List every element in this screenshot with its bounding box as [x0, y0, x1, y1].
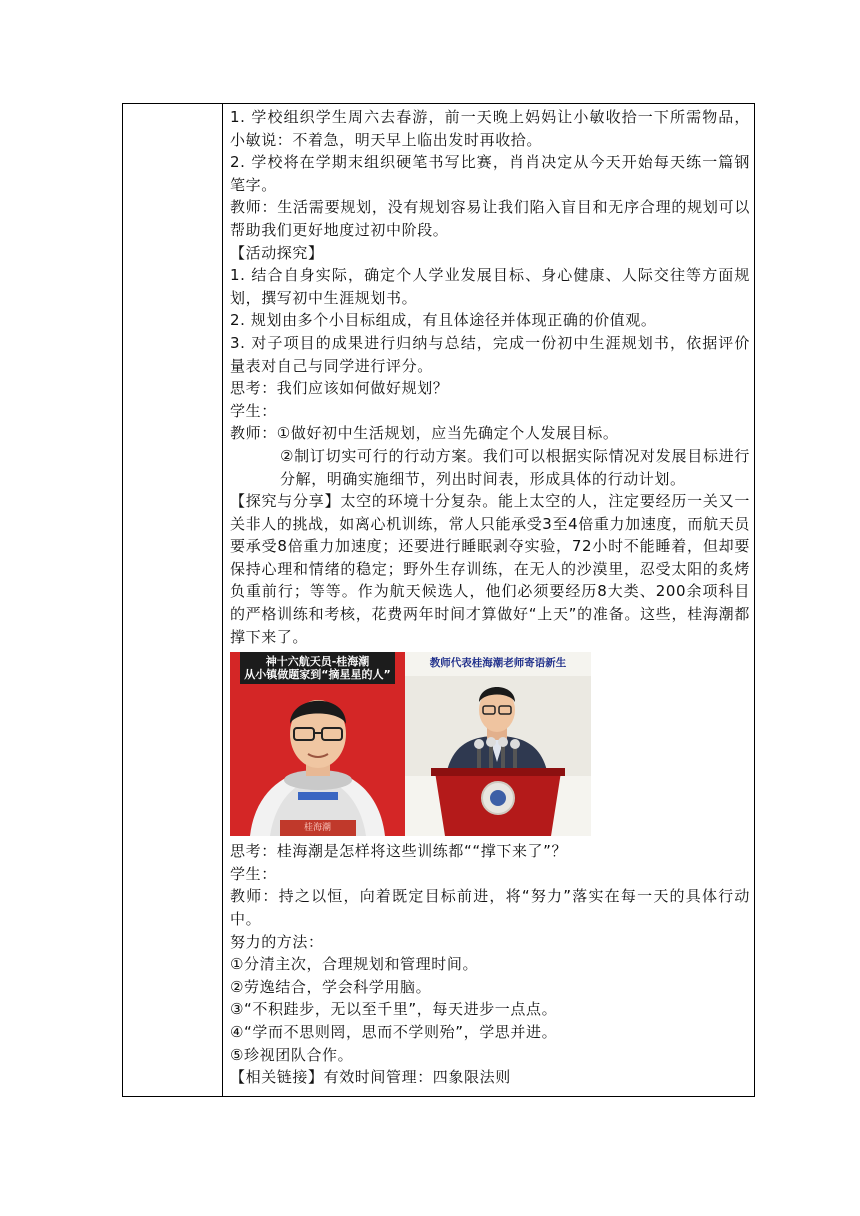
paragraph-indented: ②制订切实可行的行动方案。我们可以根据实际情况对发展目标进行分解，明确实施细节，列出时间表，形成具体的行动计划。: [280, 446, 750, 488]
paragraph: 思考：桂海潮是怎样将这些训练都““撑下来了”？: [230, 842, 568, 861]
section-heading: 【活动探究】: [230, 243, 324, 262]
paragraph: 思考：我们应该如何做好规划？: [230, 379, 449, 398]
share-paragraph: 【探究与分享】太空的环境十分复杂。能上太空的人，注定要经历一关又一关非人的挑战，如离心机训练，常人只能承受3至4倍重力加速度，而航天员要承受8倍重力加速度；还要进行睡眠剥夺实验，72小时不能睡着，但却要保持心理和情绪的稳定；野外生存训练，在无人的沙漠里，忍受太阳的炙烤负重前行；等等。作为航天候选人，他们必须要经历8大类、200余项科目的严格训练和考核，花费两年时间才算做好“上天”的准备。这些，桂海潮都撑下来了。: [230, 492, 750, 646]
paragraph: 学生：: [230, 401, 277, 420]
astronaut-photo: [230, 652, 405, 836]
photo-caption-line1: 神十六航天员-桂海潮: [265, 655, 370, 669]
paragraph: 1. 学校组织学生周六去春游，前一天晚上妈妈让小敏收拾一下所需物品，小敏说：不着急，明天早上临出发时再收拾。: [230, 108, 750, 149]
paragraph: 学生：: [230, 864, 277, 883]
photo-row: [230, 652, 750, 836]
podium-illustration: [405, 652, 591, 836]
paragraph: 教师：①做好初中生活规划，应当先确定个人发展目标。: [230, 424, 619, 443]
list-item: ⑤珍视团队合作。: [230, 1045, 354, 1064]
lesson-table: [122, 103, 755, 1097]
paragraph: 3. 对子项目的成果进行归纳与总结，完成一份初中生涯规划书，依据评价量表对自己与同学进行评分。: [230, 333, 750, 375]
name-tag: 桂海潮: [303, 823, 331, 834]
paragraph: 教师：持之以恒，向着既定目标前进，将“努力”落实在每一天的具体行动中。: [230, 887, 750, 929]
photo-caption-line2: 从小镇做题家到“摘星星的人”: [244, 668, 391, 682]
photo-caption: 教师代表桂海潮老师寄语新生: [429, 657, 567, 670]
list-item: ④“学而不思则罔，思而不学则殆”，学思并进。: [230, 1023, 558, 1041]
paragraph: 努力的方法：: [230, 932, 324, 951]
list-item: ③“不积跬步，无以至千里”，每天进步一点点。: [230, 1000, 558, 1019]
podium-photo: [405, 652, 591, 836]
section-heading: 【相关链接】有效时间管理：四象限法则: [230, 1068, 511, 1087]
paragraph: 2. 规划由多个小目标组成，有且体途径并体现正确的价值观。: [230, 311, 657, 330]
table-left-column: [123, 104, 223, 1096]
list-item: ②劳逸结合，学会科学用脑。: [230, 977, 432, 996]
paragraph: 教师：生活需要规划，没有规划容易让我们陷入盲目和无序合理的规划可以帮助我们更好地度过初中阶段。: [230, 198, 750, 239]
paragraph: 1. 结合自身实际，确定个人学业发展目标、身心健康、人际交往等方面规划，撰写初中生涯规划书。: [230, 266, 750, 307]
list-item: ①分清主次，合理规划和管理时间。: [230, 955, 479, 974]
paragraph: 2. 学校将在学期末组织硬笔书写比赛，肖肖决定从今天开始每天练一篇钢笔字。: [230, 153, 750, 194]
table-content-cell: [224, 104, 754, 1096]
